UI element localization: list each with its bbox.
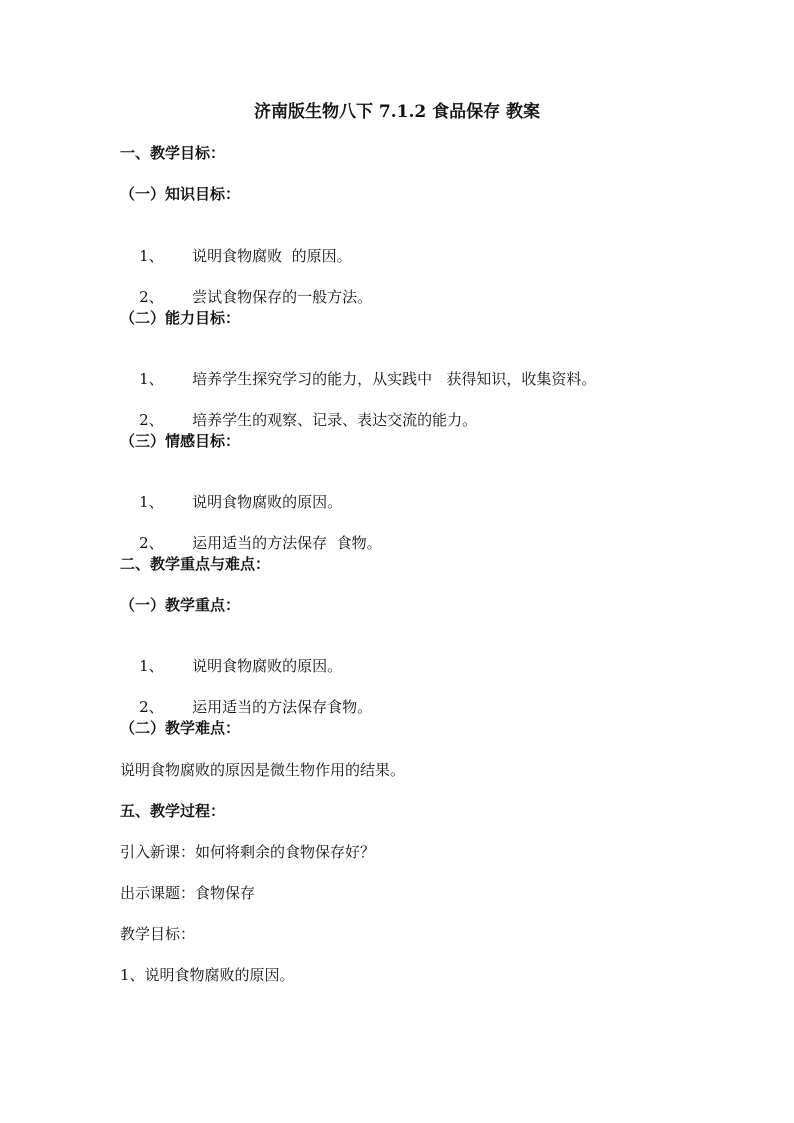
subheading-emotion-goals: （三）情感目标： xyxy=(120,432,241,450)
list-item-number: 2、 xyxy=(139,534,164,552)
subheading-key-point: （一）教学重点： xyxy=(120,596,241,614)
document-title: 济南版生物八下 7.1.2 食品保存 教案 xyxy=(253,102,541,122)
paragraph-intro: 引入新课：如何将剩余的食物保存好？ xyxy=(120,843,376,861)
list-item-text: 运用适当的方法保存食物。 xyxy=(192,698,373,716)
paragraph-difficulty: 说明食物腐败的原因是微生物作用的结果。 xyxy=(120,761,406,779)
subheading-knowledge-goals: （一）知识目标： xyxy=(120,185,241,203)
list-item-number: 2、 xyxy=(139,698,164,716)
list-item-text: 培养学生探究学习的能力，从实践中 获得知识，收集资料。 xyxy=(192,370,597,388)
list-item-number: 1、 xyxy=(139,493,164,511)
paragraph-topic: 出示课题：食物保存 xyxy=(120,884,256,902)
list-item-number: 1、 xyxy=(139,657,164,675)
section-heading-key-points: 二、教学重点与难点： xyxy=(120,555,271,573)
list-item-number: 1、 xyxy=(139,370,164,388)
subheading-ability-goals: （二）能力目标： xyxy=(120,309,241,327)
list-item-text: 培养学生的观察、记录、表达交流的能力。 xyxy=(192,411,478,429)
section-heading-teaching-process: 五、教学过程： xyxy=(120,802,226,820)
list-item-number: 1、 xyxy=(139,247,164,265)
list-item-text: 尝试食物保存的一般方法。 xyxy=(192,288,373,306)
list-item-number: 2、 xyxy=(139,411,164,429)
paragraph-goal-heading: 教学目标： xyxy=(120,925,196,943)
section-heading-teaching-goals: 一、教学目标： xyxy=(120,144,226,162)
list-item-text: 说明食物腐败的原因。 xyxy=(192,493,343,511)
paragraph-goal-item: 1、说明食物腐败的原因。 xyxy=(120,966,295,984)
list-item-text: 说明食物腐败的原因。 xyxy=(192,657,343,675)
subheading-difficulty: （二）教学难点： xyxy=(120,719,241,737)
list-item-text: 说明食物腐败 的原因。 xyxy=(192,247,352,265)
list-item-number: 2、 xyxy=(139,288,164,306)
list-item-text: 运用适当的方法保存 食物。 xyxy=(192,534,382,552)
